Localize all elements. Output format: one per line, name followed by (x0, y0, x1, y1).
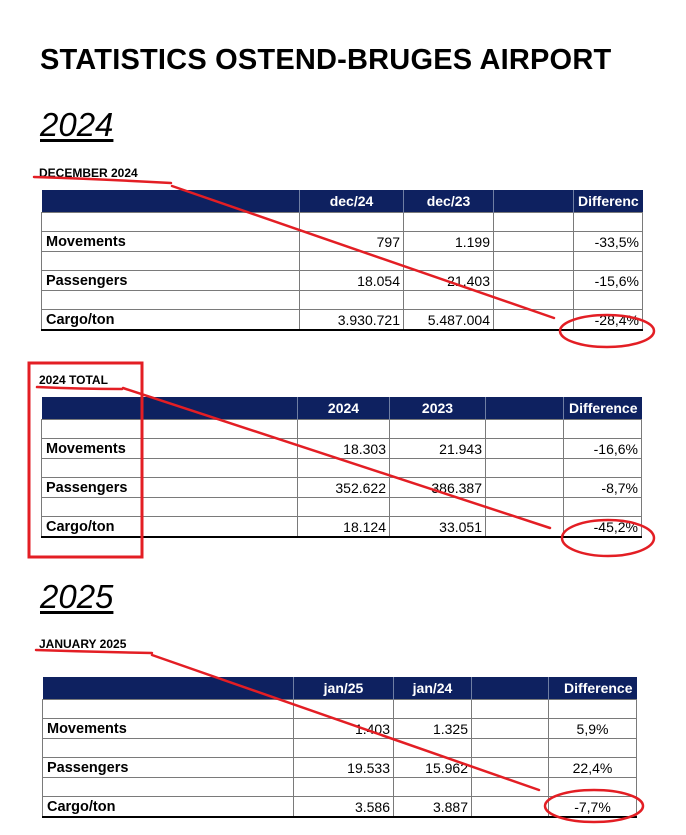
value-current: 352.622 (298, 478, 390, 498)
value-current: 797 (300, 232, 404, 252)
value-previous: 15.962 (394, 758, 472, 778)
value-current: 3.930.721 (300, 310, 404, 331)
difference-value: -7,7% (549, 797, 637, 818)
page-title: STATISTICS OSTEND-BRUGES AIRPORT (40, 44, 612, 76)
value-current: 18.054 (300, 271, 404, 291)
section-label-2024-total: 2024 TOTAL (39, 373, 108, 387)
underline-2024-total (37, 387, 122, 389)
column-header: Differenc (574, 190, 643, 213)
difference-value: -33,5% (574, 232, 643, 252)
row-label: Cargo/ton (43, 797, 294, 818)
column-header: 2023 (390, 397, 486, 420)
pointer-line-january (152, 655, 539, 790)
pointer-line-december (172, 186, 554, 318)
row-label: Movements (43, 719, 294, 739)
highlight-box-2024-total (29, 363, 142, 557)
row-label: Passengers (42, 271, 300, 291)
value-current: 18.124 (298, 517, 390, 538)
value-previous: 21.403 (404, 271, 494, 291)
value-previous: 1.199 (404, 232, 494, 252)
difference-value: -45,2% (564, 517, 642, 538)
row-label: Cargo/ton (42, 310, 300, 331)
column-header: 2024 (298, 397, 390, 420)
column-header: Difference (549, 677, 637, 700)
value-previous: 3.887 (394, 797, 472, 818)
difference-value: -15,6% (574, 271, 643, 291)
column-header: jan/24 (394, 677, 472, 700)
highlight-circle-december-diff (560, 315, 654, 347)
year-heading-2025: 2025 (40, 578, 114, 615)
difference-value: -16,6% (564, 439, 642, 459)
value-current: 19.533 (294, 758, 394, 778)
column-header: Difference (564, 397, 642, 420)
underline-january-2025 (36, 650, 152, 653)
highlight-circle-2024-total-diff (562, 520, 654, 556)
value-previous: 21.943 (390, 439, 486, 459)
value-previous: 33.051 (390, 517, 486, 538)
column-header: jan/25 (294, 677, 394, 700)
row-label: Passengers (42, 478, 298, 498)
value-current: 1.403 (294, 719, 394, 739)
row-label: Passengers (43, 758, 294, 778)
column-header: dec/23 (404, 190, 494, 213)
underline-december-2024 (34, 177, 171, 183)
difference-value: -8,7% (564, 478, 642, 498)
highlight-circle-january-diff (545, 790, 643, 822)
value-previous: 1.325 (394, 719, 472, 739)
row-label: Cargo/ton (42, 517, 298, 538)
value-current: 18.303 (298, 439, 390, 459)
year-heading-2024: 2024 (40, 106, 114, 143)
value-current: 3.586 (294, 797, 394, 818)
section-label-december-2024: DECEMBER 2024 (39, 166, 138, 180)
value-previous: 386.387 (390, 478, 486, 498)
row-label: Movements (42, 439, 298, 459)
pointer-line-2024-total (123, 388, 550, 528)
value-previous: 5.487.004 (404, 310, 494, 331)
row-label: Movements (42, 232, 300, 252)
difference-value: 22,4% (549, 758, 637, 778)
section-label-january-2025: JANUARY 2025 (39, 637, 127, 651)
difference-value: -28,4% (574, 310, 643, 331)
difference-value: 5,9% (549, 719, 637, 739)
column-header: dec/24 (300, 190, 404, 213)
